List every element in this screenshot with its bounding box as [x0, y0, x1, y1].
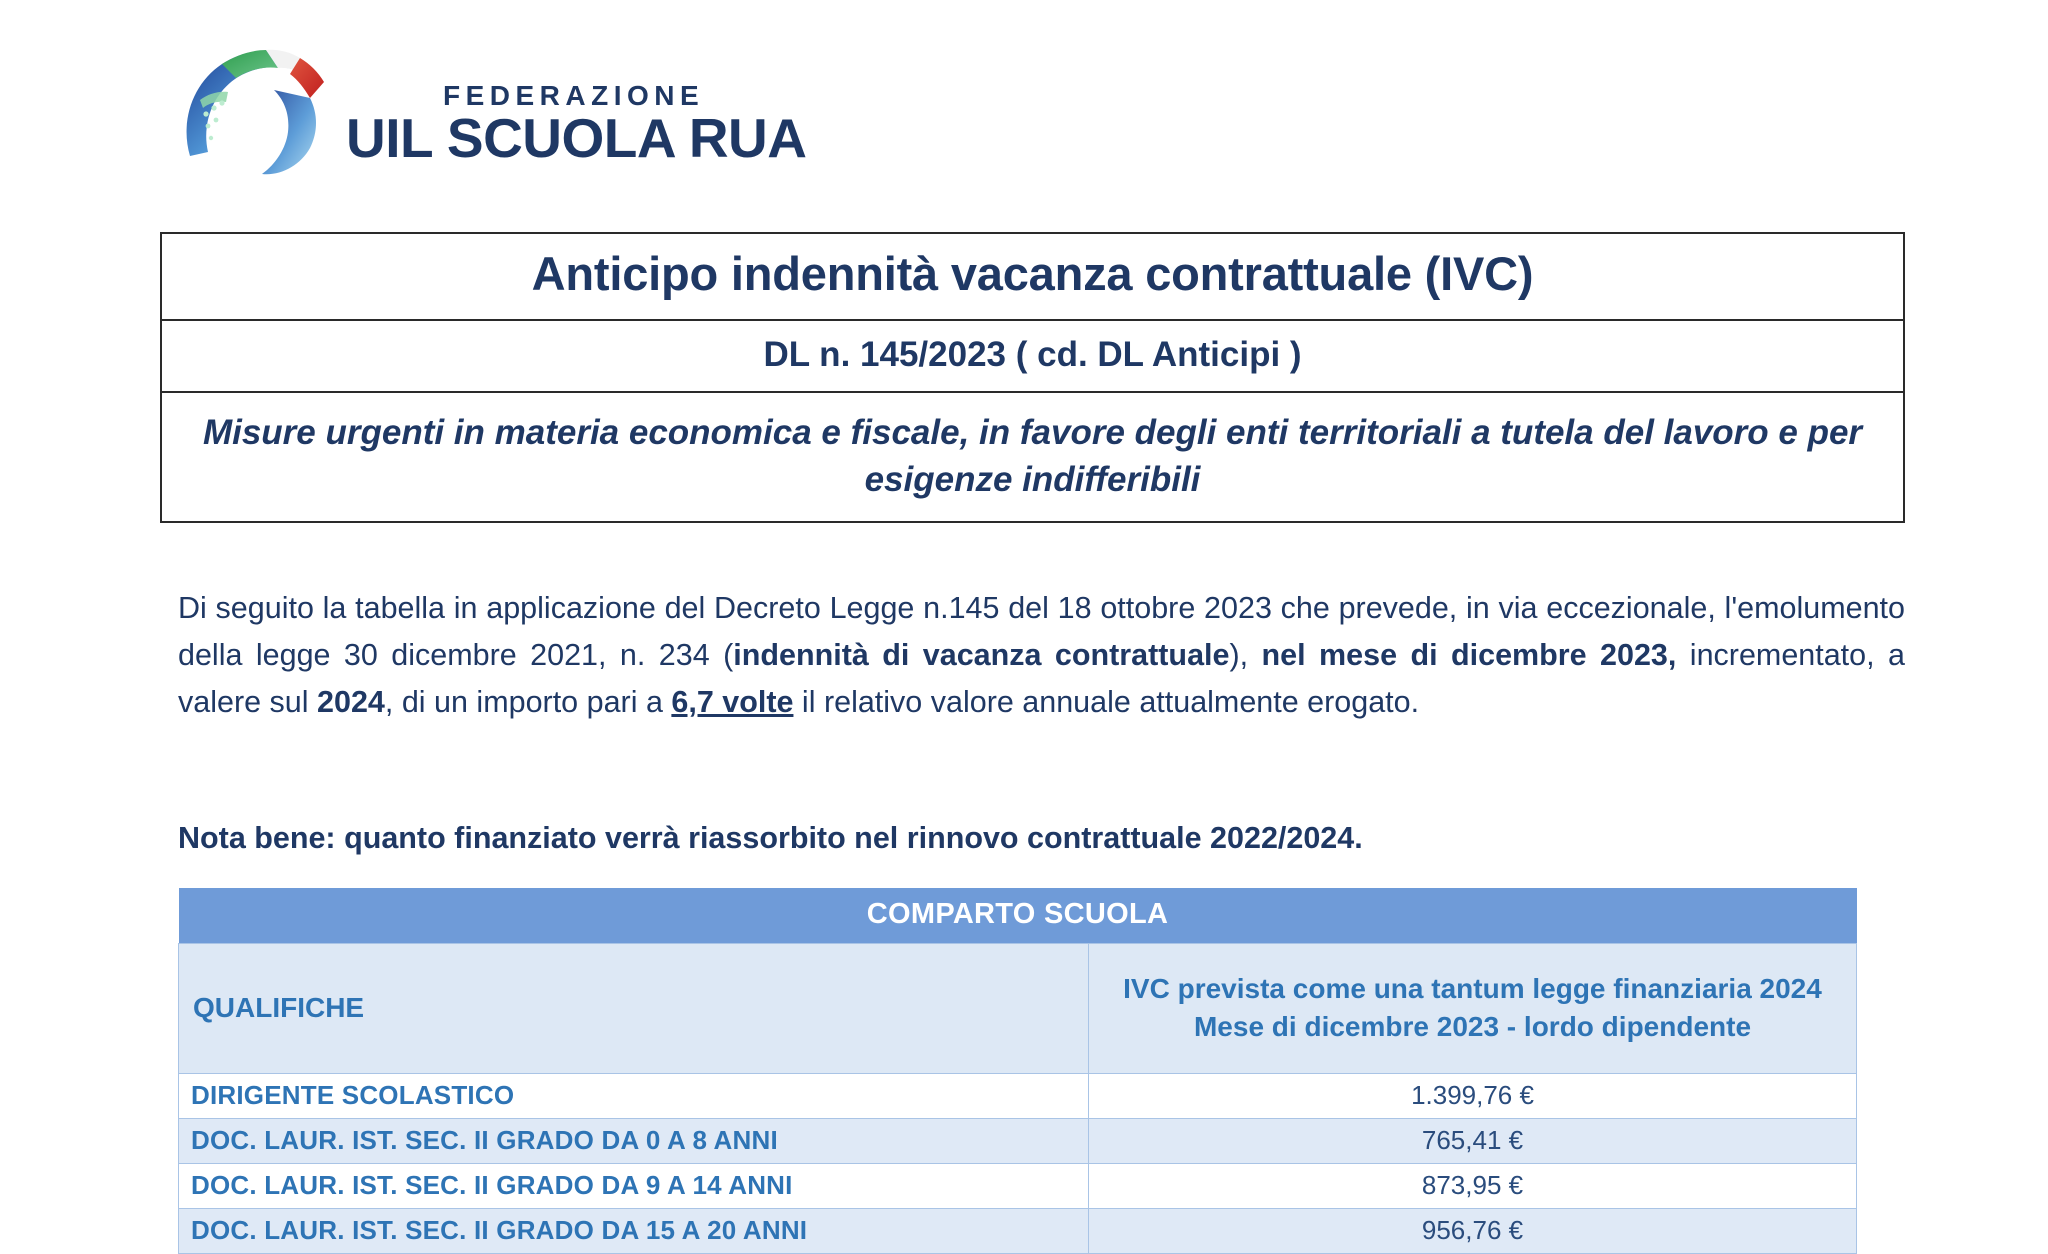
comparto-scuola-table	[178, 888, 1857, 1254]
cell-qualifica: DOC. LAUR. IST. SEC. II GRADO DA 0 A 8 ANNI	[179, 1119, 1089, 1164]
title-row-description	[162, 393, 1903, 522]
cell-qualifica: DOC. LAUR. IST. SEC. II GRADO DA 15 A 20 ANNI	[179, 1209, 1089, 1254]
table-row	[179, 1164, 1857, 1209]
title-row-subtitle	[162, 321, 1903, 393]
nota-bene-paragraph: Nota bene: quanto finanziato verrà riassorbito nel rinnovo contrattuale 2022/2024.	[178, 821, 1363, 855]
italian-flag-ribbon-icon	[178, 36, 328, 176]
para-text-5: il relativo valore annuale attualmente erogato.	[793, 684, 1420, 719]
logo-uil-scuola-rua-text: UIL SCUOLA RUA	[346, 107, 807, 169]
page-subtitle: DL n. 145/2023 ( cd. DL Anticipi )	[763, 334, 1302, 374]
para-text-2: ),	[1229, 637, 1262, 672]
para-bold-ivc: indennità di vacanza contrattuale	[733, 637, 1230, 672]
para-text-1: Di seguito la tabella in applicazione del Decreto Legge n.145 del 18 ottobre 2023 che prevede, in via eccezionale, l'emolumento della legge 30 dicembre 2021, n. 234 (	[178, 591, 1905, 672]
para-text-4: , di un importo pari a	[384, 684, 672, 719]
column-header-qualifiche: QUALIFICHE	[179, 944, 1089, 1074]
cell-qualifica: DIRIGENTE SCOLASTICO	[179, 1074, 1089, 1119]
cell-importo: 765,41 €	[1089, 1119, 1857, 1164]
table-banner-label: COMPARTO SCUOLA	[179, 888, 1857, 944]
cell-importo: 873,95 €	[1089, 1164, 1857, 1209]
para-bold-mese: nel mese di dicembre 2023,	[1261, 637, 1677, 672]
page-description: Misure urgenti in materia economica e fiscale, in favore degli enti territoriali a tutela del lavoro e per esigenze indifferibili	[202, 412, 1863, 500]
intro-paragraph	[178, 585, 1905, 726]
table-row	[179, 1119, 1857, 1164]
table-banner-row	[179, 888, 1857, 944]
cell-importo: 1.399,76 €	[1089, 1074, 1857, 1119]
page-title: Anticipo indennità vacanza contrattuale (IVC)	[531, 247, 1534, 300]
cell-qualifica: DOC. LAUR. IST. SEC. II GRADO DA 9 A 14 ANNI	[179, 1164, 1089, 1209]
column-header-ivc	[1089, 944, 1857, 1074]
para-bold-2024: 2024	[317, 684, 385, 719]
title-box	[160, 232, 1905, 523]
para-text-3: incrementato, a valere sul	[178, 637, 1905, 719]
column-header-ivc-line2: Mese di dicembre 2023 - lordo dipendente	[1193, 1010, 1752, 1042]
para-underline-volte: 6,7 volte	[671, 684, 794, 719]
cell-importo: 956,76 €	[1089, 1209, 1857, 1254]
table-row	[179, 1074, 1857, 1119]
title-row-main	[162, 234, 1903, 321]
uil-scuola-rua-logo	[178, 28, 807, 169]
table-row	[179, 1209, 1857, 1254]
logo-federazione-text: FEDERAZIONE	[443, 80, 705, 111]
column-header-ivc-line1: IVC prevista come una tantum legge finanziaria 2024	[1123, 973, 1822, 1004]
table-header-row	[179, 944, 1857, 1074]
